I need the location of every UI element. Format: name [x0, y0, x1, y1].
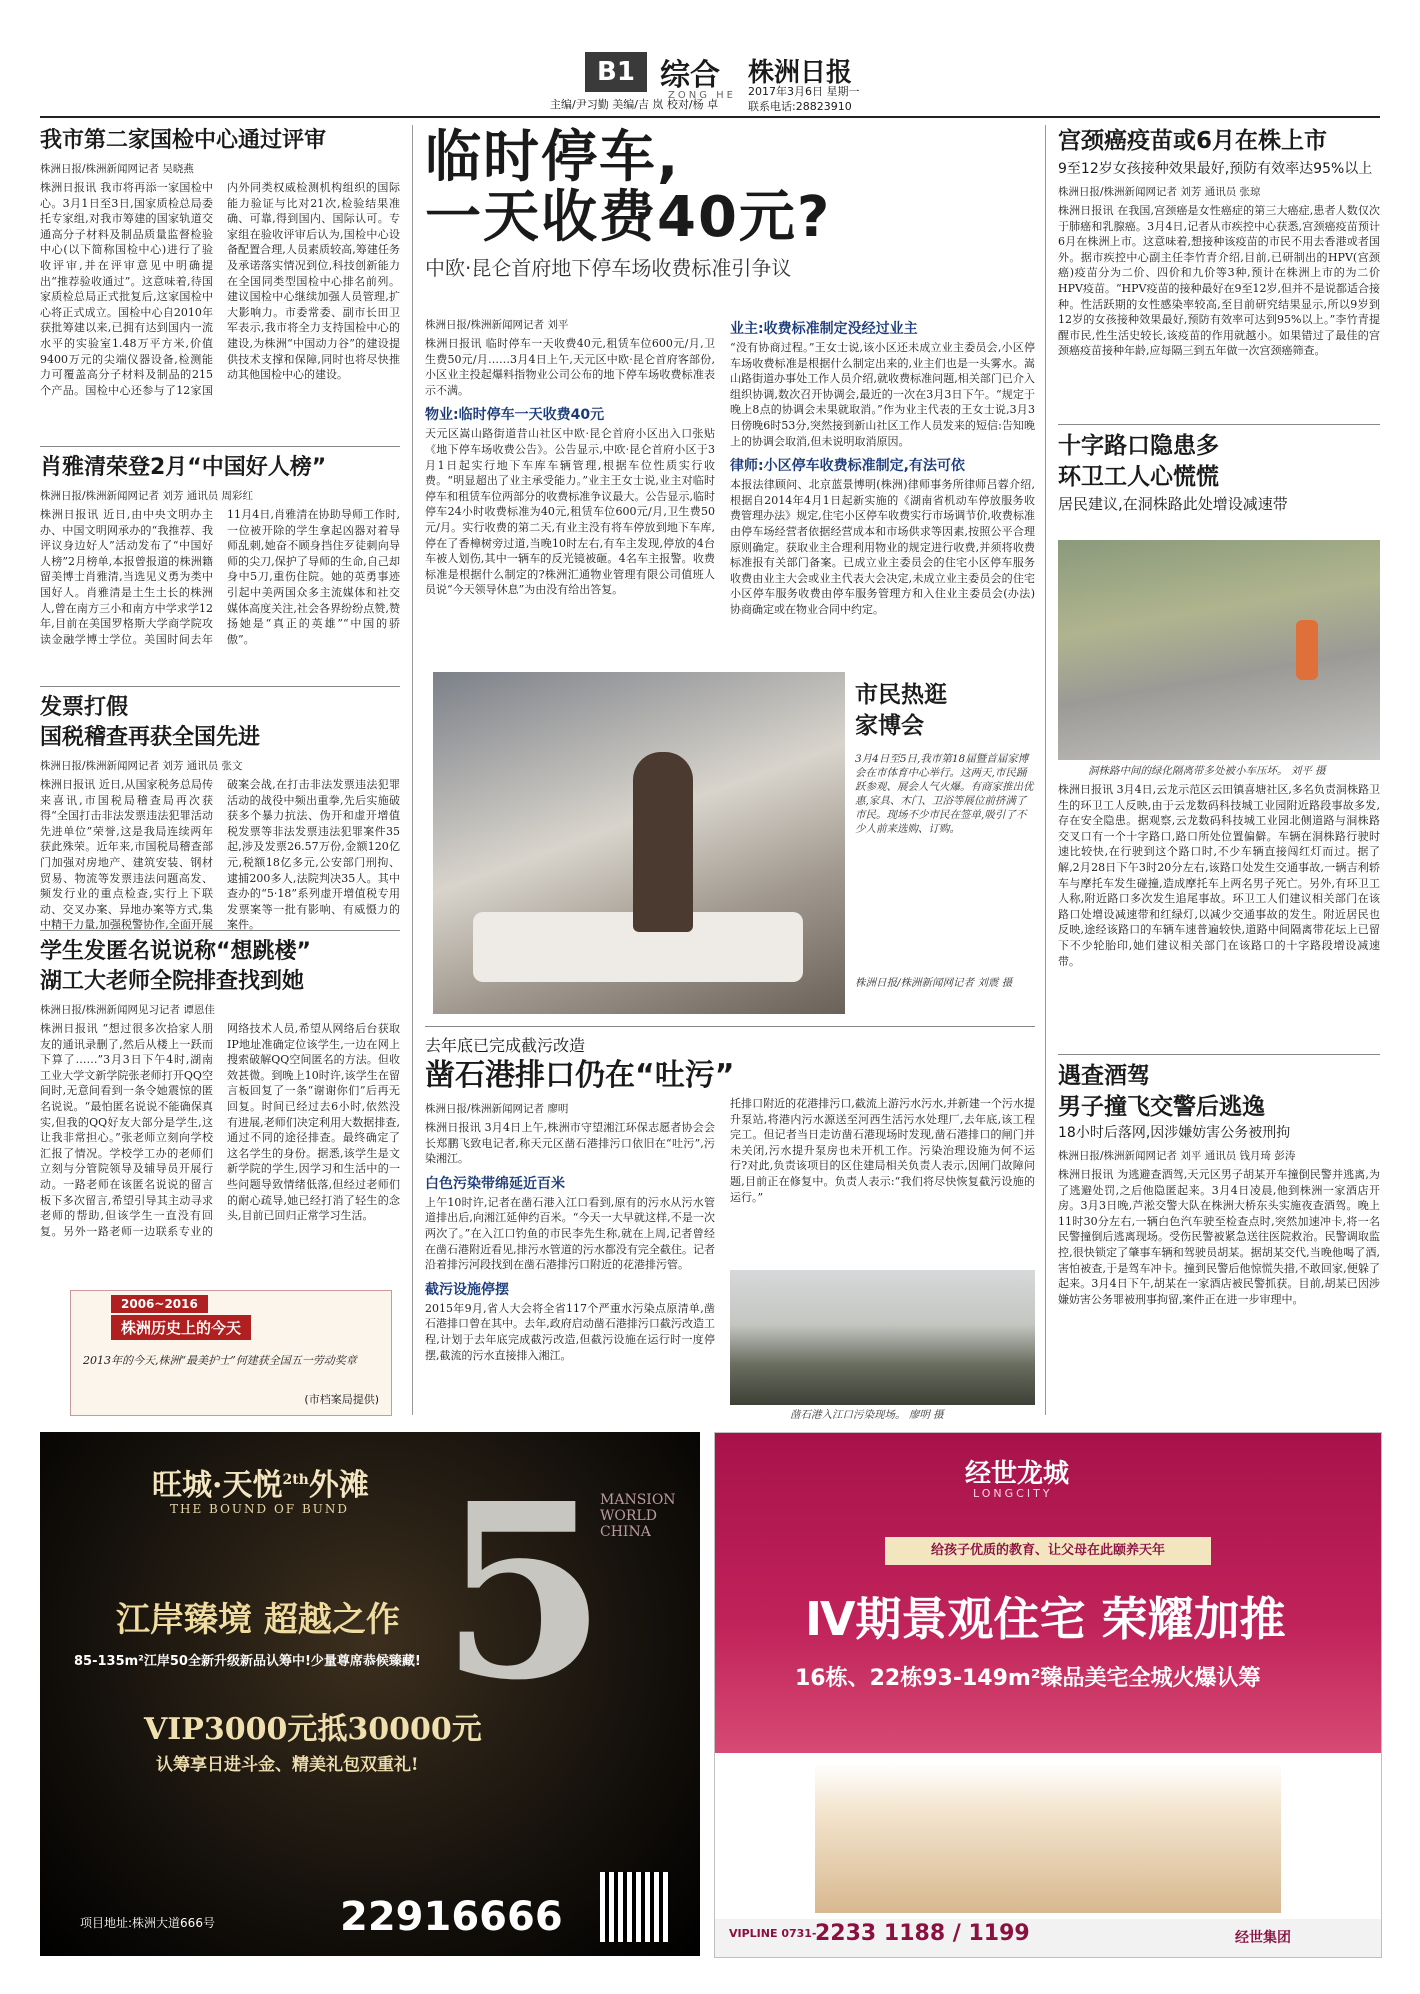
article-student	[40, 930, 400, 1291]
sewage-col-2: 托排口附近的花港排污口,截流上游污水污水,并新建一个污水提升泵站,将港内污水源送至河西生活污水处理厂,去年底,该工程完工。但记者当日走访凿石港现场时发现,凿石港排口的闸门并未关闭,污水提升泵房也未开机工作。污染治理设施为何不运行?对此,负责该项目的区住建局相关负责人表示,因闸门故障问题,目前正在修复中。负责人表示:“我们将尽快恢复截污设施的运行。”	[730, 1097, 1035, 1204]
sewage-photo	[730, 1270, 1035, 1405]
lead-article	[425, 125, 1035, 289]
ad-line: 16栋、22栋93-149m²臻品美宅全城火爆认筹	[795, 1666, 1261, 1691]
history-box	[70, 1290, 392, 1416]
sewage-col-1: 株洲日报/株洲新闻网记者 廖明 株洲日报讯 3月4日上午,株洲市守望湘江环保志愿者协会会长郑鹏飞致电记者,称天元区凿石港排污口依旧在“吐污”,污染湘江。 白色污染带绵延近百米 上午10时许,记者在凿石港入江口看到,原有的污水从污水管道排出后,向湘江延伸约百米。“今天一大早就这样,不是一次两次了。”在入江口钓鱼的市民李先生称,就在上周,记者曾经在凿石港附近看见,排污水管道的污水都没有完全截住。记者沿着排污河段找到在凿石港排污口附近的花港排污管。 截污设施停摆 2015年9月,省人大会将全省117个严重水污染点原清单,凿石港排口曾在其中。去年,政府启动凿石港排污口截污改造工程,计划于去年底完成截污改造,但截污设施在运行时一度停摆,截流的污水直接排入湘江。	[425, 1103, 715, 1362]
article-crossroad: 十字路口隐患多 环卫工人心慌慌 居民建议,在洞株路此处增设减速带	[1058, 424, 1380, 515]
section-head: 律师:小区停车收费标准制定,有法可依	[730, 458, 965, 475]
byline: 株洲日报/株洲新闻网记者 刘芳 通讯员 周彩红	[40, 490, 254, 502]
article-inspection-center	[40, 126, 400, 448]
headline: 肖雅清荣登2月“中国好人榜”	[40, 455, 327, 480]
ad-ribbon: 给孩子优质的教育、让父母在此颐养天年	[885, 1537, 1211, 1565]
ad-longcity[interactable]	[714, 1432, 1382, 1958]
column-divider	[1045, 125, 1046, 1415]
section-head: 业主:收费标准制定没经过业主	[730, 321, 918, 337]
byline: 株洲日报/株洲新闻网见习记者 谭恩佳	[40, 1004, 215, 1016]
ad-line2: 认筹享日进斗金、精美礼包双重礼!	[156, 1755, 419, 1775]
lead-col-1: 株洲日报/株洲新闻网记者 刘平 株洲日报讯 临时停车一天收费40元,租赁车位600元/月,卫生费50元/月……3月4日上午,天元区中欧·昆仑首府客部份,小区业主投起爆料指物业公司公布的地下停车场收费标准表示不满。 物业:临时停车一天收费40元 天元区嵩山路街道昔山社区中欧·昆仑首府小区出入口张贴《地下停车场收费公告》。公告显示,中欧·昆仑首府小区于3月1日起实行地下车库车辆管理,根据车位性质实行收费。“明显超出了业主承受能力。”业主王女士说,业主对临时停车和租赁车位两部分的收费标准争议最大。公告显示,临时停车24小时收费标准为40元,租赁车位600元/月,卫生费50元/月。实行收费的第二天,有业主没有将车停放到地下车库,停在了香樟树旁过道,当晚10时左右,有车主发现,停放的4台车被人划伤,其中一辆车的反光镜被砸。4名车主报警。收费标准是根据什么制定的?株洲汇通物业管理有限公司值班人员说“今天领导休息”为由没有给出答复。	[425, 319, 715, 597]
mansion-text: MANSION WORLD CHINA	[600, 1492, 676, 1540]
article-body: 株洲日报讯 近日,从国家税务总局传来喜讯,市国税局稽查局再次获得“全国打击非法发票违法犯罪活动先进单位”荣誉,这是我局连续两年获此殊荣。近年来,市国税局稽查部门加强对房地产、建筑安装、钢材贸易、物流等发票违法问题高发、频发行业的重点检查,实行上下联动、交叉办案、异地办案等方式,集中精干力量,加强税警协作,全面开展破案会战,在打击非法发票违法犯罪活动的战役中频出重拳,先后实施破获多个暴力抗法、伪开和虚开增值税发票等非法发票违法犯罪案件35起,涉及发票26.57万份,金额120亿元,税额18亿多元,公安部门刑拘、逮捕200多人,法院判决35人。其中查办的“5·18”系列虚开增值税专用发票案等一批有影响、有威慑力的案件。	[40, 778, 400, 932]
person-shape	[633, 752, 693, 932]
article-body: 株洲日报讯 “想过很多次拾家人朋友的通讯录删了,然后从楼上一跃而下算了……”3月3日下午4时,湖南工业大学文新学院张老师打开QQ空间时,无意间看到一条令她震惊的匿名说说。“最怕匿名说说不能确保真实,但我的QQ好友大部分是学生,这让我非常担心。”张老师立刻向学校汇报了情况。学校学工办的老师们立刻与分管院领导及辅导员开展行动。一路老师在该匿名说说的留言板下多次留言,希望引导其主动寻求老师的帮助,但该学生一直没有回复。另外一路老师一边联系专业的网络技术人员,希望从网络后台获取IP地址准确定位该学生,一边在网上搜索破解QQ空间匿名的方法。但收效甚微。到晚上10时许,该学生在留言板回复了一条“谢谢你们”后再无回复。时间已经过去6小时,依然没有进展,老师们决定利用大数据排查,通过不同的途径排查。最终确定了这名学生的身份。据悉,该学生是文新学院的学生,因学习和生活中的一些问题导致情绪低落,但经过老师们的耐心疏导,她已经打消了轻生的念头,目前已回归正常学习生活。	[40, 1022, 400, 1238]
paper-name: 株洲日报	[748, 58, 853, 88]
ad-brand: 经世龙城	[965, 1459, 1070, 1489]
section-title: 综合	[660, 58, 720, 93]
article-body: 株洲日报讯 近日,由中央文明办主办、中国文明网承办的“我推荐、我评议身边好人”活动发布了“中国好人榜”2月榜单,本报曾报道的株洲籍留美博士肖雅清,当选见义勇为类中国好人。肖雅清是土生土长的株洲人,曾在南方三小和南方中学求学12年,目前在美国罗格斯大学商学院攻读金融学博士学位。美国时间去年11月4日,肖雅清在协助导师工作时,一位被开除的学生拿起凶器对着导师乱刺,她奋不顾身挡住歹徒刺向导师的尖刀,保护了导师的生命,自己却身中5刀,重伤住院。她的英勇事迹引起中美两国众多主流媒体和社交媒体高度关注,社会各界纷纷点赞,赞扬她是“真正的英雄”“中国的骄傲”。	[40, 508, 400, 646]
byline: 株洲日报/株洲新闻网记者 刘芳 通讯员 张文	[40, 760, 243, 772]
qr-code-icon[interactable]	[600, 1872, 670, 1942]
editors-line: 主编/尹习勤 美编/吉 岚 校对/杨 卓	[550, 98, 719, 111]
sewage-article	[425, 1026, 1035, 1096]
history-years: 2006~2016	[111, 1295, 208, 1313]
byline: 株洲日报/株洲新闻网记者 刘平	[425, 319, 569, 331]
crossroad-body: 株洲日报讯 3月4日,云龙示范区云田镇喜塘社区,多名负责洞株路卫生的环卫工人反映,由于云龙数码科技城工业园附近路段事故多发,存在安全隐患。据观察,云龙数码科技城工业园北侧道路与洞株路交叉口有一个十字路口,路口所处位置偏僻。车辆在洞株路行驶时速比较快,在行驶到这个路口时,不少车辆直接闯红灯而过。据了解,2月28日下午3时20分左右,该路口处发生交通事故,一辆吉利轿车与摩托车发生碰撞,造成摩托车上两名男子死亡。另外,有环卫工人称,附近路口多次发生追尾事故。环卫工人们建议相关部门在该路口处增设减速带和红绿灯,以减少交通事故的发生。附近居民也反映,途经该路口的车辆车速普遍较快,道路中间隔离带花坛上已留下不少轮胎印,她们建议相关部门在该路口的十字路段增设减速带。	[1058, 783, 1380, 968]
headline: 宫颈癌疫苗或6月在株上市	[1058, 128, 1328, 154]
ad-address: 项目地址:株洲大道666号	[80, 1916, 215, 1930]
lead-headline-1: 临时停车,	[425, 125, 681, 190]
article-drunk: 遇查酒驾 男子撞飞交警后逃逸 18小时后落网,因涉嫌妨害公务被刑拘 株洲日报/株洲新闻网记者 刘平 通讯员 钱月琦 彭涛 株洲日报讯 为逃避查酒驾,天元区男子胡某开车撞倒民警并逃离,为了逃避处罚,之后他隐匿起来。3月4日凌晨,他到株洲一家酒店开房。3月3日晚,芦淞交警大队在株洲大桥东头实施夜查酒驾。晚上11时30分左右,一辆白色汽车驶至检查点时,突然加速冲卡,将一名民警撞倒后逃离现场。受伤民警被紧急送往医院救治。民警调取监控,很快锁定了肇事车辆和驾驶员胡某。据胡某交代,当晚他喝了酒,害怕被查,于是驾车冲卡。撞到民警后他惊慌失措,不敢回家,便躲了起来。3月4日下午,胡某在一家酒店被民警抓获。目前,胡某已因涉嫌妨害公务罪被刑事拘留,案件正在进一步审理中。	[1058, 1054, 1380, 1393]
article-body: 株洲日报讯 在我国,宫颈癌是女性癌症的第三大癌症,患者人数仅次于肺癌和乳腺癌。3月4日,记者从市疾控中心获悉,宫颈癌疫苗预计6月在株洲上市。这意味着,想接种该疫苗的市民不用去香港或者国外。据市疾控中心副主任李竹青介绍,目前,已研制出的HPV(宫颈癌)疫苗分为二价、四价和九价等3种,预计在株洲上市的为二价HPV疫苗。“HPV疫苗的接种最好在9至12岁,但并不是说都适合接种。性活跃期的女性感染率较高,至目前研究结果显示,所以9岁到12岁的女孩接种效果最好,预防有效率可达到95%以上。”李竹青提醒市民,性生活史较长,该疫苗的作用就越小。如果错过了最佳的宫颈癌疫苗接种年龄,应每隔三到五年做一次宫颈癌筛查。	[1058, 204, 1380, 358]
sewage-caption: 凿石港入江口污染现场。 廖明 摄	[790, 1409, 944, 1421]
big-number: 5	[440, 1451, 607, 1733]
section-head: 物业:临时停车一天收费40元	[425, 407, 605, 424]
headline: 学生发匿名说说称“想跳楼”	[40, 939, 311, 964]
headline: 发票打假	[40, 695, 129, 720]
article-good-person	[40, 446, 400, 679]
ad-wangcheng[interactable]	[40, 1432, 700, 1956]
worker-shape	[1296, 620, 1318, 680]
byline: 株洲日报/株洲新闻网记者 吴晓燕	[40, 163, 194, 175]
ad-brand: 旺城·天悦$^{2th}$外滩	[152, 1468, 369, 1503]
article-hpv: 宫颈癌疫苗或6月在株上市 9至12岁女孩接种效果最好,预防有效率达95%以上 株洲日报/株洲新闻网记者 刘芳 通讯员 张琼 株洲日报讯 在我国,宫颈癌是女性癌症的第三大癌症,患者人数仅次于肺癌和乳腺癌。3月4日,记者从市疾控中心获悉,宫颈癌疫苗预计6月在株洲上市。这意味着,想接种该疫苗的市民不用去香港或者国外。据市疾控中心副主任李竹青介绍,目前,已研制出的HPV(宫颈癌)疫苗分为二价、四价和九价等3种,预计在株洲上市的为二价HPV疫苗。“HPV疫苗的接种最好在9至12岁,但并不是说都适合接种。性活跃期的女性感染率较高,至目前研究结果显示,所以9岁到12岁的女孩接种效果最好,预防有效率可达到95%以上。”李竹青提醒市民,性生活史较长,该疫苗的作用就越小。如果错过了最佳的宫颈癌疫苗接种年龄,应每隔三到五年做一次宫颈癌筛查。	[1058, 126, 1380, 379]
headline-line2: 国税稽查再获全国先进	[40, 725, 261, 750]
top-rule	[40, 116, 1380, 118]
sewage-headline: 凿石港排口仍在“吐污”	[425, 1058, 735, 1093]
history-credit: (市档案局提供)	[304, 1393, 379, 1406]
ad-headline: Ⅳ期景观住宅 荣耀加推	[805, 1592, 1286, 1646]
headline: 我市第二家国检中心通过评审	[40, 128, 327, 153]
expo-photo	[433, 672, 845, 1014]
ad-vipline: VIPLINE 0731-	[729, 1927, 817, 1940]
page-number: B1	[585, 52, 647, 92]
history-label: 株洲历史上的今天	[111, 1315, 251, 1340]
ad-slogan: 江岸臻境 超越之作	[116, 1600, 400, 1640]
ad-company: 经世集团	[1235, 1930, 1291, 1946]
column-divider	[412, 125, 413, 1415]
expo-text: 3月4日至5日,我市第18届暨首届家博会在市体育中心举行。这两天,市民踊跃参观、展会人气火爆。有商家推出优惠,家具、木门、卫浴等展位前挤满了市民。现场不少市民在签单,吸引了不少人前来选购、订购。	[855, 753, 1034, 835]
ad-phone: 2233 1188 / 1199	[815, 1921, 1030, 1946]
headline-line2: 湖工大老师全院排查找到她	[40, 969, 305, 994]
crossroad-photo	[1058, 540, 1380, 760]
article-body: 株洲日报讯 我市将再添一家国检中心。3月1日至3日,国家质检总局委托专家组,对我市筹建的国家轨道交通高分子材料及制品质量监督检验中心(以下简称国检中心)进行了验收评审,并在评审意见中明确提出“推荐验收通过”。这意味着,待国家质检总局正式批复后,这家国检中心将正式成立。国检中心自2010年获批筹建以来,已拥有达到国内一流水平的实验室1.48万平方米,价值9400万元的尖端仪器设备,检测能力可覆盖高分子材料及制品的215个产品。国检中心还参与了12家国内外同类权威检测机构组织的国际能力验证与比对21次,检验结果准确、可靠,得到国内、国际认可。专家组在验收评审后认为,国检中心设备配置合理,人员素质较高,筹建任务及承诺落实情况到位,科技创新能力在全国同类型国检中心排名前列。建议国检中心继续加强人员管理,扩大影响力。市委常委、副市长田卫军表示,我市将全力支持国检中心的建设,为株洲“中国动力谷”的建设提供技术支撑和保障,同时也将尽快推动其他国检中心的建设。	[40, 181, 400, 397]
expo-headline-1: 市民热逛	[855, 682, 947, 708]
ad-vip: VIP3000元抵30000元	[144, 1712, 482, 1747]
building-render	[815, 1763, 1281, 1913]
ad-brand-en: THE BOUND OF BUND	[170, 1502, 350, 1516]
expo-headline-2: 家博会	[855, 713, 924, 739]
section-subtitle: ZONG HE	[668, 90, 736, 101]
expo-caption-box	[855, 680, 1035, 990]
ad-line1: 85-135m²江岸50全新升级新品认筹中!少量尊席恭候臻藏!	[74, 1654, 421, 1669]
lead-subtitle: 中欧·昆仑首府地下停车场收费标准引争议	[425, 256, 792, 280]
history-text: 2013年的今天,株洲“最美护士”何建获全国五一劳动奖章	[83, 1354, 357, 1367]
lead-headline-2: 一天收费40元?	[425, 185, 832, 250]
expo-credit: 株洲日报/株洲新闻网记者 刘震 摄	[855, 977, 1013, 989]
subtitle: 9至12岁女孩接种效果最好,预防有效率达95%以上	[1058, 161, 1373, 177]
issue-date: 2017年3月6日 星期一 联系电话:28823910	[748, 85, 860, 113]
kicker: 去年底已完成截污改造	[425, 1036, 586, 1055]
ad-phone: 22916666	[340, 1894, 563, 1940]
masthead	[40, 40, 1380, 113]
lead-col-2: 业主:收费标准制定没经过业主 “没有协商过程。”王女士说,该小区还未成立业主委员会,小区停车场收费标准是根据什么制定出来的,业主们也是一头雾水。嵩山路街道办事处工作人员介绍,就收费标准问题,相关部门已介入组织协调,数次召开协调会,最近的一次在3月3日下午。“规定于晚上8点的协调会未果就取消。”作为业主代表的王女士说,3月3日傍晚6时53分,突然接到新山社区工作人员发来的短信:告知晚上的协调会取消,但未说明取消原因。 律师:小区停车收费标准制定,有法可依 本报法律顾问、北京蓝景博明(株洲)律师事务所律师吕蓉介绍,根据自2014年4月1日起新实施的《湖南省机动车停放服务收费管理办法》规定,住宅小区停车收费实行市场调节价,收费标准由停车场经营者依据经营成本和市场供求等因素,按照公平合理原则确定。获取业主合理利用物业的规定进行收费,并须将收费标准报有关部门备案。已成立业主委员会的住宅小区停车服务收费由业主大会或业主代表大会决定,未成立业主委员会的住宅小区停车服务收费由停车服务管理方和入住业主委员会(办法)协商确定或在物业合同中约定。	[730, 312, 1035, 650]
ad-brand-en: LONGCITY	[973, 1487, 1053, 1500]
article-invoice	[40, 686, 400, 947]
